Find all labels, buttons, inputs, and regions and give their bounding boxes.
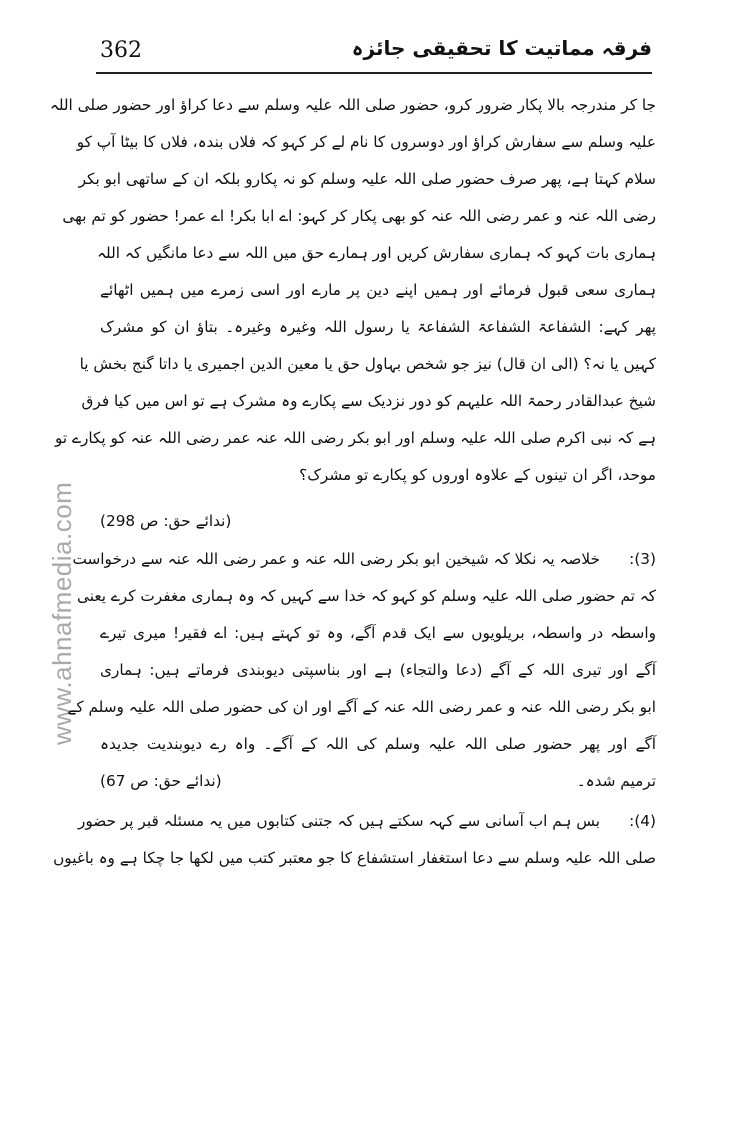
text-line: ترمیم شدہ۔ — [576, 772, 656, 790]
paragraph-4-first-line — [77, 810, 656, 832]
watermark: www.ahnafmedia.com — [47, 481, 77, 745]
text-line: آگے اور تیری اللہ کے آگے (دعا والتجاء) ہے اور بناسپتی دیوبندی فرماتے ہیں: ہماری — [100, 661, 656, 679]
reference-citation: (ندائے حق: ص 67) — [100, 772, 222, 790]
text-line: ہماری سعی قبول فرمائے اور ہمیں اپنے دین پر مارے اور اسی زمرے میں ہمیں اٹھائے — [100, 281, 656, 299]
text-line: واسطہ در واسطہ، بریلویوں سے ایک قدم آگے، وہ تو کہتے ہیں: اے فقیر! میری تیرے — [100, 624, 656, 642]
text-line: خلاصہ یہ نکلا کہ شیخین ابو بکر رضی اللہ عنہ و عمر رضی اللہ عنہ سے درخواست — [72, 550, 600, 568]
paragraph-3-first-line — [72, 548, 656, 570]
reference-citation: (ندائے حق: ص 298) — [100, 512, 232, 530]
text-line: علیہ وسلم سے سفارش کراؤ اور دوسروں کا نام لے کر کہو کہ فلاں بندہ، فلاں کا بیٹا آپ کو — [76, 133, 656, 151]
text-line: شیخ عبدالقادر رحمۃ اللہ علیہم کو دور نزدیک سے پکارے وہ مشرک ہے تو اس میں کیا فرق — [81, 392, 656, 410]
text-line: جا کر مندرجہ بالا پکار ضرور کرو، حضور صلی اللہ علیہ وسلم سے دعا کراؤ اور حضور صلی اللہ — [49, 96, 656, 114]
text-line: ہماری بات کہو کہ ہماری سفارش کریں اور ہمارے حق میں اللہ سے دعا مانگیں کہ اللہ — [97, 244, 656, 262]
text-line: سلام کہتا ہے، پھر صرف حضور صلی اللہ علیہ وسلم کو نہ پکارو بلکہ ان کے ساتھی ابو بکر — [78, 170, 656, 188]
text-line: موحد، اگر ان تینوں کے علاوہ اوروں کو پکارے تو مشرک؟ — [299, 466, 656, 484]
page-header — [96, 32, 652, 74]
paragraph-number: (4): — [629, 812, 656, 830]
page-number: 362 — [100, 38, 142, 63]
text-line: رضی اللہ عنہ و عمر رضی اللہ عنہ کو بھی پکار کر کہو: اے ابا بکر! اے عمر! حضور کو تم بھی — [62, 207, 656, 225]
paragraph-number: (3): — [629, 550, 656, 568]
text-line: پھر کہے: الشفاعۃ الشفاعۃ الشفاعۃ یا رسول اللہ وغیرہ وغیرہ۔ بتاؤ ان کو مشرک — [100, 318, 656, 336]
text-line: کہ تم حضور صلی اللہ علیہ وسلم کو کہو کہ خدا سے کہیں کہ وہ ہماری مغفرت کرے یعنی — [76, 587, 656, 605]
paragraph-3-last-line — [100, 770, 656, 792]
running-title: فرقہ مماتیت کا تحقیقی جائزہ — [351, 36, 652, 60]
text-line: صلی اللہ علیہ وسلم سے دعا استغفار استشفاع کا جو معتبر کتب میں لکھا جا چکا ہے وہ باغیوں — [53, 849, 656, 867]
text-line: کہیں یا نہ؟ (الی ان قال) نیز جو شخص بہاول حق یا معین الدین اجمیری یا داتا گنج بخش یا — [79, 355, 656, 373]
text-line: ہے کہ نبی اکرم صلی اللہ علیہ وسلم اور ابو بکر رضی اللہ عنہ عمر رضی اللہ عنہ کو پکارے تو — [54, 429, 656, 447]
text-line: ابو بکر رضی اللہ عنہ و عمر رضی اللہ عنہ کے آگے اور ان کی حضور صلی اللہ علیہ وسلم کے — [67, 698, 656, 716]
text-line: بس ہم اب آسانی سے کہہ سکتے ہیں کہ جتنی کتابوں میں یہ مسئلہ قبر پر حضور — [77, 812, 600, 830]
text-line: آگے اور پھر حضور صلی اللہ علیہ وسلم کی اللہ کے آگے۔ واہ رے دیوبندیت جدیدہ — [100, 735, 656, 753]
